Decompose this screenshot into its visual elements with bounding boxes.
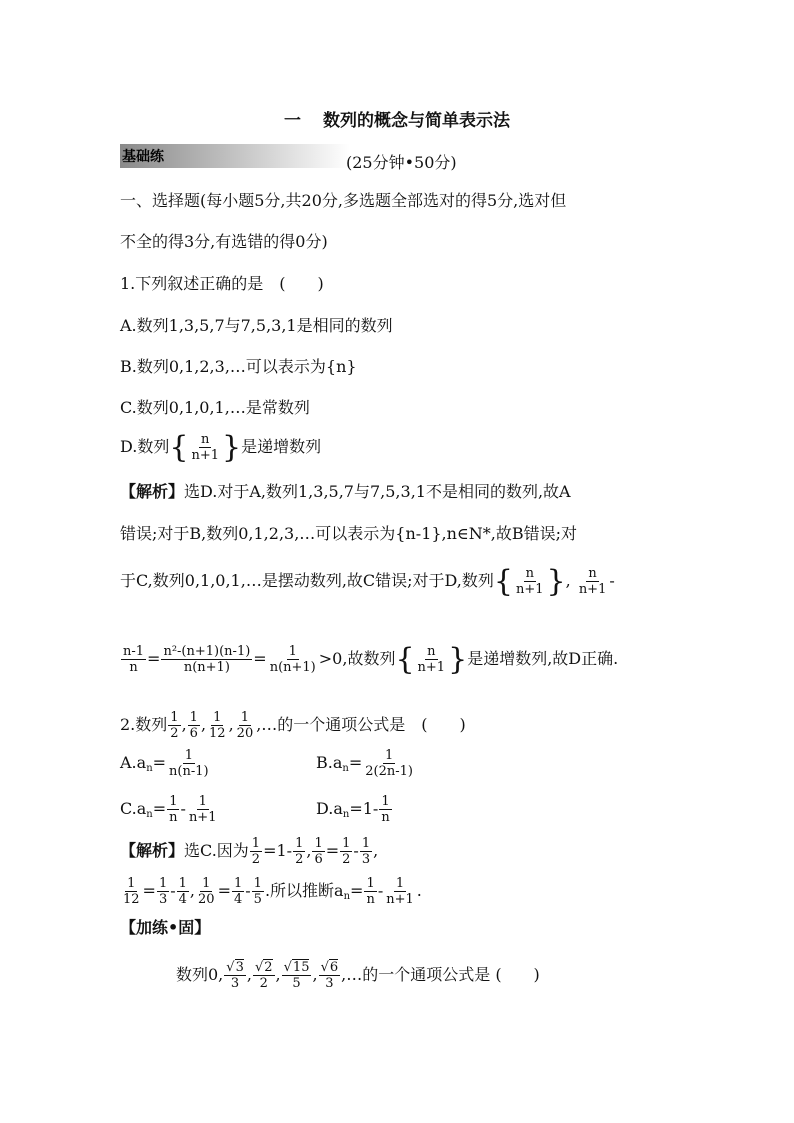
equals: =	[152, 753, 167, 772]
q2-stem: 2.数列 $\frac{1}{2}$ , $\frac{1}{6}$ , $\frac{1}{12}$ , $\frac{1}{20}$ ,…的一个通项公式是 ( )	[120, 710, 466, 741]
q1-solution-line1	[120, 482, 571, 502]
fraction	[363, 748, 415, 779]
option-label: B.a	[316, 753, 343, 772]
solution-text: >0,故数列	[318, 649, 396, 668]
extra-term-4: $\frac{√6}{3}$	[320, 960, 339, 991]
section-label	[120, 144, 350, 168]
subscript: n	[146, 809, 153, 820]
frac-num: 1	[184, 748, 193, 763]
frac-num: n	[427, 644, 436, 659]
q2-option-c	[120, 794, 219, 825]
frac-num: n²-(n+1)(n-1)	[163, 644, 251, 659]
frac-den: 12	[209, 726, 226, 741]
q2-term-3	[207, 710, 228, 741]
fraction	[121, 644, 146, 675]
braced-fraction: { $\frac{n}{n+1}$ }	[395, 641, 468, 677]
frac-num: n	[525, 566, 534, 581]
minus-sign: -	[180, 799, 186, 818]
frac-num: 1	[240, 710, 250, 725]
subscript: n	[342, 763, 349, 774]
fraction: $\frac{1}{2}$	[342, 836, 351, 867]
minus-sign: -	[609, 571, 615, 590]
part1-heading-line2: 不全的得3分,有选错的得0分)	[120, 232, 328, 251]
q1-solution-text1: 选D.对于A,数列1,3,5,7与7,5,3,1不是相同的数列,故A	[184, 482, 571, 501]
q2-solution-tag: 【解析】	[120, 841, 185, 860]
frac-den: n+1	[188, 810, 217, 825]
frac-num: 1	[381, 794, 390, 809]
title-number: 一	[284, 111, 301, 131]
part1-heading-line1: 一、选择题(每小题5分,共20分,多选题全部选对的得5分,选对但	[120, 191, 567, 210]
root: 15	[292, 960, 310, 975]
frac-num: 1	[198, 794, 207, 809]
q1-option-d	[120, 429, 322, 465]
q1-solution-line3	[120, 563, 615, 599]
equals: =	[152, 799, 167, 818]
frac-den: n(n+1)	[183, 660, 230, 675]
fraction: $\frac{1}{12}$	[123, 876, 140, 907]
fraction: $\frac{1}{2}$	[251, 836, 261, 867]
comma: ,	[565, 571, 571, 590]
q2-term-1	[168, 710, 180, 741]
q1-option-b: B.数列0,1,2,3,…可以表示为{n}	[120, 357, 357, 376]
frac-den: 2	[170, 726, 179, 741]
q2-option-d	[316, 794, 393, 825]
q1-solution-braced-fraction: { $\frac{n}{n+1}$ }	[493, 563, 566, 599]
extra-practice-tag	[120, 918, 210, 938]
extra-term-1: $\frac{√3}{3}$	[226, 960, 244, 991]
fraction: $\frac{1}{6}$	[314, 836, 323, 867]
equals: =	[350, 881, 364, 900]
extra-term-3: $\frac{√15}{5}$	[283, 960, 310, 991]
frac-den: n	[169, 810, 178, 825]
frac-den: n	[381, 810, 390, 825]
fraction: $\frac{1}{2}$	[295, 836, 304, 867]
frac-den: n+1	[578, 582, 607, 597]
title-text: 数列的概念与简单表示法	[323, 111, 510, 131]
page-title	[0, 106, 794, 131]
fraction	[161, 644, 252, 675]
fraction: $\frac{1}{n}$	[366, 876, 375, 907]
q1-solution-tag: 【解析】	[120, 482, 185, 501]
q2-option-a	[120, 748, 212, 779]
frac-num: 1	[384, 748, 394, 763]
q2-term-2	[188, 710, 200, 741]
frac-den: 5	[292, 976, 301, 991]
frac-den: n(n+1)	[269, 660, 316, 675]
q2-solution-line1: 【解析】选C.因为 $\frac{1}{2}$ =1- $\frac{1}{2}$ , $\frac{1}{6}$ = $\frac{1}{2}$ - $\frac{1}{3}$ ,	[120, 836, 379, 867]
frac-den: 3	[325, 976, 334, 991]
extra-prefix: 数列0,	[176, 965, 224, 984]
option-label: A.a	[120, 753, 147, 772]
extra-tag-text: 【加练•固】	[120, 918, 211, 937]
equals: =	[348, 753, 363, 772]
section-timing: (25分钟•50分)	[346, 153, 457, 172]
section-label-text: 基础练	[122, 149, 164, 165]
q2-stem-prefix: 2.数列	[120, 715, 168, 734]
q2-term-4	[235, 710, 256, 741]
fraction: $\frac{1}{4}$	[233, 876, 243, 907]
q1-d-num: n	[201, 432, 210, 447]
fraction: $\frac{1}{3}$	[158, 876, 168, 907]
frac-num: n-1	[123, 644, 145, 659]
q1-solution-text3: 于C,数列0,1,0,1,…是摆动数列,故C错误;对于D,数列	[120, 571, 494, 590]
q1-solution-line4	[120, 641, 619, 677]
frac-den: 2(2n-1)	[365, 764, 413, 779]
frac-den: 6	[189, 726, 198, 741]
q1-option-a: A.数列1,3,5,7与7,5,3,1是相同的数列	[120, 316, 393, 335]
q2-solution-line2: $\frac{1}{12}$ = $\frac{1}{3}$ - $\frac{1}{4}$ , $\frac{1}{20}$ = $\frac{1}{4}$ - $\frac{1}{5}$ .所以推断$a_n=$ $\frac{1}{n}$ - $\frac{1}{n+1}$ .	[123, 876, 422, 907]
frac-den: n(n-1)	[169, 764, 209, 779]
fraction: $\frac{1}{20}$	[198, 876, 215, 907]
q1-option-c: C.数列0,1,0,1,…是常数列	[120, 398, 310, 417]
frac-num: 1	[189, 710, 198, 725]
q2-solution-text1: 选C.因为	[184, 841, 249, 860]
equals: =	[147, 649, 161, 668]
extra-suffix: ,…的一个通项公式是 ( )	[341, 965, 540, 984]
q2-solution-text2: .所以推断a	[264, 881, 344, 900]
frac-den: n	[129, 660, 138, 675]
fraction: $\frac{1}{5}$	[253, 876, 262, 907]
q1-stem: 1.下列叙述正确的是 ( )	[120, 274, 324, 293]
frac-num: 1	[213, 710, 222, 725]
root: 2	[264, 960, 273, 975]
q2-option-b	[316, 748, 416, 779]
q2-stem-suffix: ,…的一个通项公式是 ( )	[256, 715, 466, 734]
extra-practice-question: 数列0, $\frac{√3}{3}$ , $\frac{√2}{2}$ , $\frac{√15}{5}$ , $\frac{√6}{3}$ ,…的一个通项公式是 ( )	[176, 960, 540, 991]
q1-d-suffix: 是递增数列	[241, 437, 322, 456]
fraction	[167, 794, 179, 825]
frac-num: 1	[169, 794, 178, 809]
option-label: D.a	[316, 799, 343, 818]
frac-num: n	[588, 566, 597, 581]
fraction: $\frac{1}{4}$	[178, 876, 187, 907]
frac-den: 3	[230, 976, 240, 991]
fraction: $\frac{1}{n+1}$	[386, 876, 414, 907]
fraction	[167, 748, 211, 779]
equals: =1-	[349, 799, 379, 818]
fraction	[268, 644, 318, 675]
subscript: n	[342, 809, 350, 820]
frac-den: n+1	[417, 660, 446, 675]
fraction: $\frac{1}{3}$	[361, 836, 371, 867]
q1-d-braced-fraction: { $\frac{n}{n+1}$ }	[169, 429, 242, 465]
frac-num: 1	[170, 710, 179, 725]
q1-solution-line2: 错误;对于B,数列0,1,2,3,…可以表示为{n-1},n∈N*,故B错误;对	[120, 524, 578, 543]
subscript: n	[343, 891, 351, 902]
fraction	[379, 794, 391, 825]
option-label: C.a	[120, 799, 147, 818]
q1-d-prefix: D.数列	[120, 437, 170, 456]
frac-num: 1	[288, 644, 297, 659]
q1-d-den: n+1	[191, 448, 219, 463]
q1-solution-fraction	[577, 566, 609, 597]
root: 6	[329, 960, 339, 975]
equals: =	[253, 649, 267, 668]
extra-term-2: $\frac{√2}{2}$	[254, 960, 273, 991]
fraction	[187, 794, 219, 825]
subscript: n	[146, 763, 153, 774]
frac-den: 20	[236, 726, 254, 741]
frac-den: n+1	[515, 582, 544, 597]
root: 3	[235, 960, 244, 975]
frac-den: 2	[259, 976, 268, 991]
solution-text: 是递增数列,故D正确.	[467, 649, 619, 668]
